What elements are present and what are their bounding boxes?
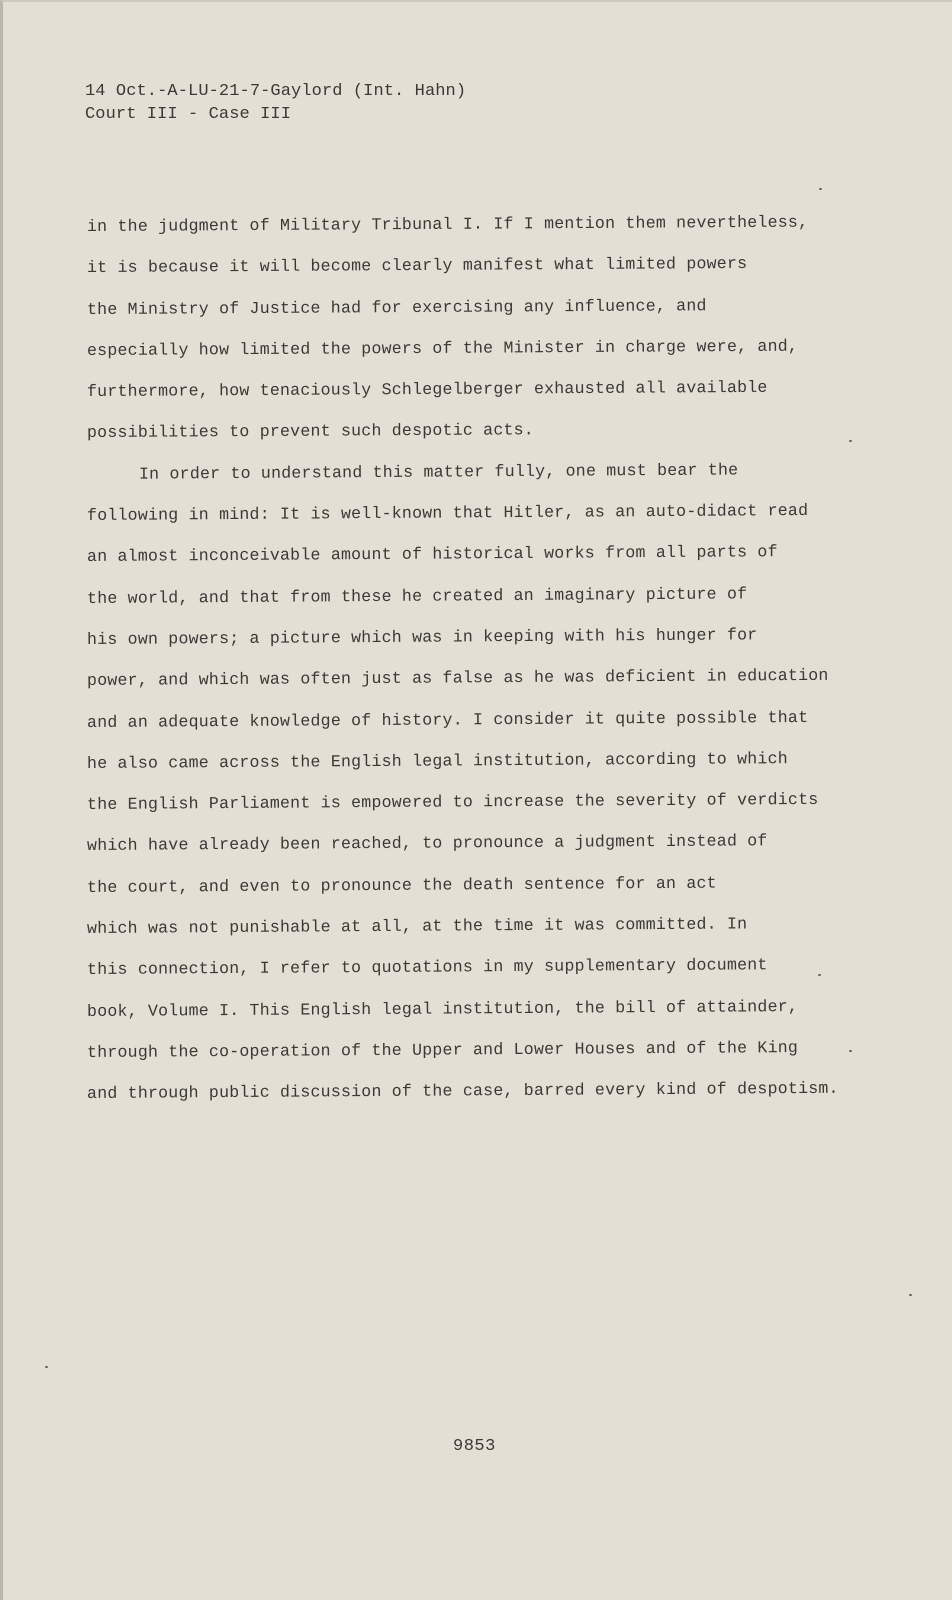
page-number: 9853	[453, 1437, 496, 1456]
text-line: an almost inconceivable amount of historical works from all parts of	[86, 542, 778, 567]
text-line: especially how limited the powers of the Minister in charge were, and,	[86, 336, 799, 360]
text-line: which have already been reached, to pronounce a judgment instead of	[86, 831, 768, 856]
text-line: his own powers; a picture which was in keeping with his hunger for	[86, 625, 758, 649]
document-header	[85, 80, 466, 126]
body-text	[87, 206, 857, 1115]
text-line: the English Parliament is empowered to increase the severity of verdicts	[86, 790, 819, 815]
paper-speck	[909, 1294, 912, 1296]
text-line: in the judgment of Military Tribunal I. If I mention them nevertheless,	[86, 212, 809, 236]
text-line: the court, and even to pronounce the death sentence for an act	[86, 873, 717, 897]
text-line: following in mind: It is well-known that Hitler, as an auto-didact read	[86, 501, 809, 526]
text-line: power, and which was often just as false as he was deficient in education	[86, 666, 829, 691]
text-line: it is because it will become clearly manifest what limited powers	[86, 254, 748, 278]
text-line: he also came across the English legal institution, according to which	[86, 748, 788, 773]
text-line: furthermore, how tenaciously Schlegelberger exhausted all available	[86, 378, 768, 402]
header-court-case: Court III - Case III	[85, 105, 292, 124]
text-line: through the co-operation of the Upper and Lower Houses and of the King	[86, 1037, 799, 1062]
text-line: this connection, I refer to quotations in my supplementary document	[86, 955, 768, 980]
text-line: In order to understand this matter fully, one must bear the	[138, 460, 739, 484]
paper-speck	[45, 1366, 48, 1368]
paper-speck	[818, 974, 821, 976]
text-line: book, Volume I. This English legal institution, the bill of attainder,	[86, 996, 799, 1021]
text-line: and an adequate knowledge of history. I consider it quite possible that	[86, 707, 809, 732]
paper-speck	[849, 440, 852, 442]
text-line: and through public discussion of the case, barred every kind of despotism.	[86, 1078, 839, 1104]
paper-speck	[819, 188, 822, 190]
text-line: the world, and that from these he created an imaginary picture of	[86, 584, 748, 608]
header-reference: 14 Oct.-A-LU-21-7-Gaylord (Int. Hahn)	[85, 82, 467, 101]
text-line: the Ministry of Justice had for exercising any influence, and	[86, 295, 707, 319]
text-line: possibilities to prevent such despotic acts.	[86, 420, 535, 443]
text-line: which was not punishable at all, at the time it was committed. In	[86, 914, 748, 939]
paper-speck	[849, 1050, 852, 1052]
